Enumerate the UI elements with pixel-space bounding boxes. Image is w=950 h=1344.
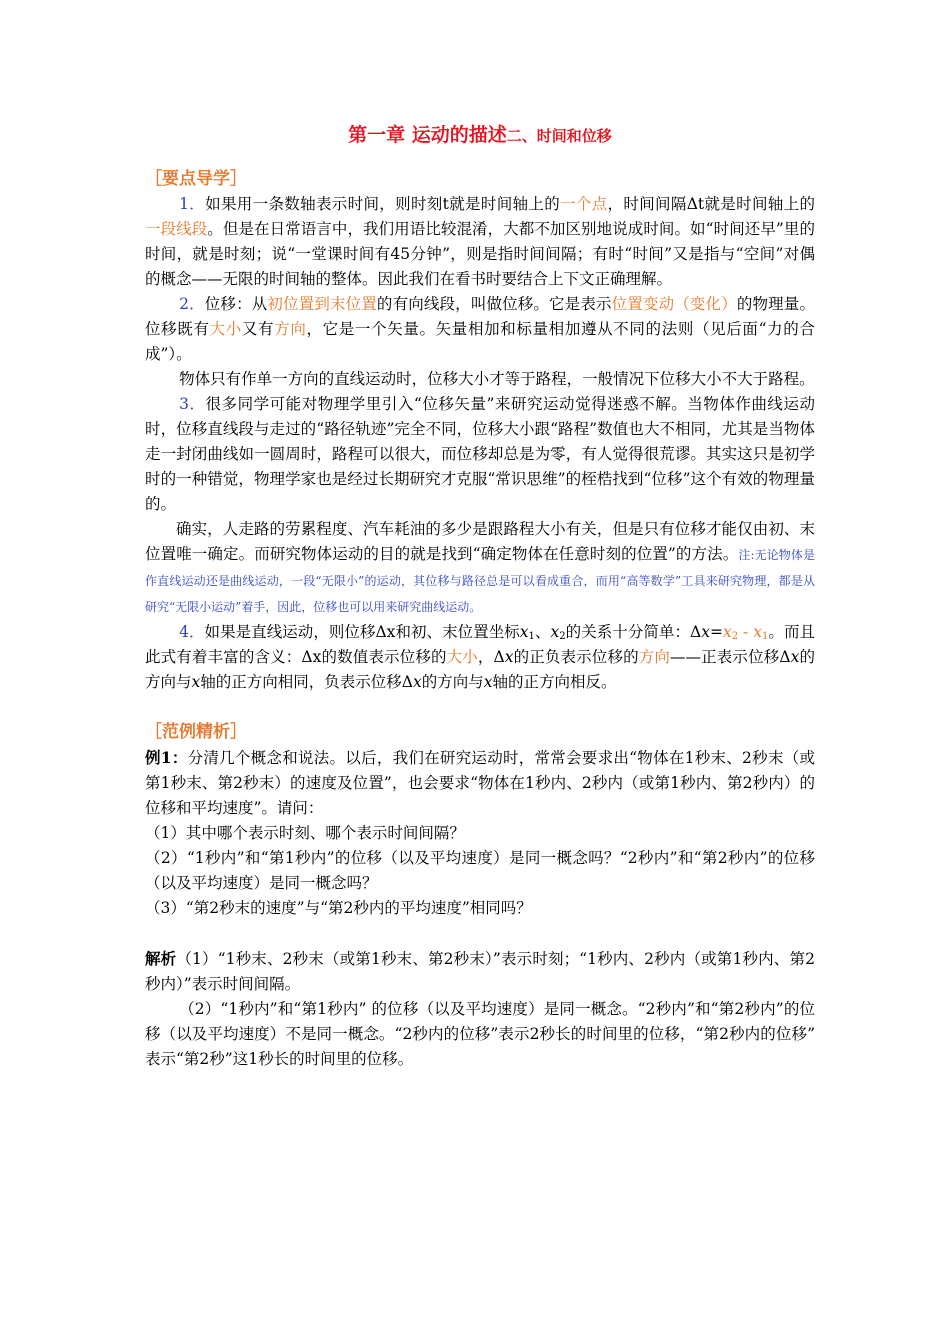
paragraph-4: 4．如果是直线运动，则位移Δx和初、末位置坐标$x_1$、$x_2$的关系十分简单：$\Delta x=x_2 - x_1$。而且此式有着丰富的含义：Δx的数值表示位移的大小，Δx的正负表示位移的方向——正表示位移Δx的方向与x轴的正方向相同，负表示位移Δx的方向与x轴的正方向相反。	[145, 623, 815, 691]
highlight-term: 位置变动（变化）	[611, 295, 737, 313]
paragraph-number: 2．	[179, 295, 205, 313]
highlight-term: 一个点	[560, 195, 608, 213]
paragraph-2b: 物体只有作单一方向的直线运动时，位移大小才等于路程，一般情况下位移大小不大于路程。	[179, 370, 815, 388]
highlight-term: 方向	[274, 320, 307, 338]
paragraph-3b: 确实，人走路的劳累程度、汽车耗油的多少是跟路程大小有关，但是只有位移才能仅由初、末位置唯一确定。而研究物体运动的目的就是找到“确定物体在任意时刻的位置”的方法。注:无论物体是作直线运动还是曲线运动，一段“无限小”的运动，其位移与路径总是可以看成重合，而用“高等数学”工具来研究物理，都是从研究“无限小运动”着手，因此，位移也可以用来研究曲线运动。	[145, 520, 815, 614]
section-heading-examples: ［范例精析］	[145, 722, 247, 742]
document-page	[145, 120, 815, 1072]
paragraph-1: 1．如果用一条数轴表示时间，则时刻t就是时间轴上的一个点，时间间隔Δt就是时间轴上的一段线段。但是在日常语言中，我们用语比较混淆，大都不加区别地说成时间。如“时间还早”里的时间，就是时刻；说“一堂课时间有45分钟”，则是指时间间隔；有时“时间”又是指与“空间”对偶的概念——无限的时间轴的整体。因此我们在看书时要结合上下文正确理解。	[145, 195, 815, 288]
question-2: （2）“1秒内”和“第1秒内”的位移（以及平均速度）是同一概念吗？“2秒内”和“第2秒内”的位移（以及平均速度）是同一概念吗？	[145, 849, 815, 892]
paragraph-number: 4．	[179, 623, 205, 641]
question-1: （1）其中哪个表示时刻、哪个表示时间间隔？	[145, 824, 465, 842]
chapter-title: 第一章 运动的描述	[348, 124, 507, 146]
question-3: （3）“第2秒末的速度”与“第2秒内的平均速度”相同吗？	[145, 899, 532, 917]
analysis-1: 解析（1）“1秒末、2秒末（或第1秒末、第2秒末）”表示时刻；“1秒内、2秒内（或第1秒内、第2秒内）”表示时间间隔。	[145, 949, 815, 993]
section-subtitle: 二、时间和位移	[506, 127, 612, 145]
example-label: 例1：	[145, 748, 188, 767]
highlight-term: 大小	[209, 320, 242, 338]
highlight-term: 大小	[446, 648, 478, 666]
example-1: 例1：分清几个概念和说法。以后，我们在研究运动时，常常会要求出“物体在1秒末、2秒末（或第1秒末、第2秒末）的速度及位置”，也会要求“物体在1秒内、2秒内（或第1秒内、第2秒内）的位移和平均速度”。请问：	[145, 748, 815, 817]
paragraph-number: 1．	[179, 195, 206, 213]
paragraph-number: 3．	[179, 395, 206, 413]
highlight-term: 方向	[638, 648, 671, 666]
paragraph-3: 3．很多同学可能对物理学里引入“位移矢量”来研究运动觉得迷惑不解。当物体作曲线运动时，位移直线段与走过的“路径轨迹”完全不同，位移大小跟“路程”数值也大不相同，尤其是当物体走一封闭曲线如一圆周时，路程可以很大，而位移却总是为零，有人觉得很荒谬。其实这只是初学时的一种错觉，物理学家也是经过长期研究才克服“常识思维”的桎梏找到“位移”这个有效的物理量的。	[145, 395, 815, 513]
paragraph-2: 2．位移：从初位置到末位置的有向线段，叫做位移。它是表示位置变动（变化）的物理量。位移既有大小又有方向，它是一个矢量。矢量相加和标量相加遵从不同的法则（见后面“力的合成”）。	[145, 295, 815, 363]
analysis-2: （2）“1秒内”和“第1秒内” 的位移（以及平均速度）是同一概念。“2秒内”和“第2秒内”的位移（以及平均速度）不是同一概念。“2秒内的位移”表示2秒长的时间里的位移，“第2秒内的位移” 表示“第2秒”这1秒长的时间里的位移。	[145, 1000, 815, 1068]
note-text: 注:无论物体是作直线运动还是曲线运动，一段“无限小”的运动，其位移与路径总是可以看成重合，而用“高等数学”工具来研究物理，都是从研究“无限小运动”着手，因此，位移也可以用来研究曲线运动。	[145, 548, 815, 614]
analysis-label: 解析	[145, 949, 177, 968]
highlight-term: 一段线段	[145, 220, 208, 238]
page-title	[145, 120, 815, 147]
highlight-term: 初位置到末位置	[267, 295, 377, 313]
section-heading-key-points: ［要点导学］	[145, 169, 247, 189]
